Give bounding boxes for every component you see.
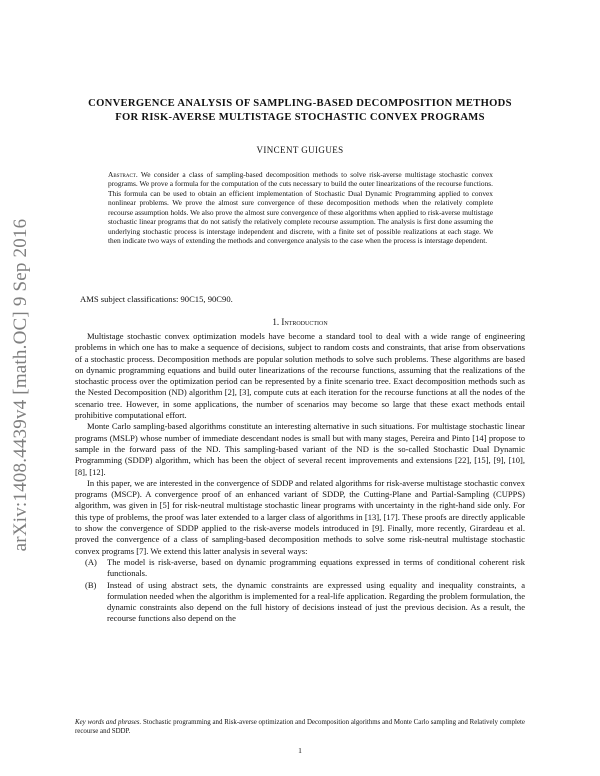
abstract-label: Abstract. xyxy=(108,170,138,179)
arxiv-identifier-text: arXiv:1408.4439v4 [math.OC] 9 Sep 2016 xyxy=(10,218,31,552)
abstract xyxy=(108,170,493,246)
arxiv-identifier xyxy=(6,150,36,620)
paragraph: Multistage stochastic convex optimization models have become a standard tool to deal with a wide range of engineering problems in which one has to make a sequence of decisions, subject to random costs and constraints, that arise from observations of a stochastic process. Decomposition methods are popular solution methods to solve such problems. These algorithms are based on dynamic programming equations and build outer linearizations of the recourse functions, assuming that the realizations of the stochastic process over the optimization period can be represented by a finite scenario tree. Exact decomposition methods such as the Nested Decomposition (ND) algorithm [2], [3], compute cuts at each iteration for the recourse functions at all the nodes of the scenario tree. However, in some applications, the number of scenarios may become so large that these exact methods entail prohibitive computational effort. xyxy=(75,331,525,421)
footnote-label: Key words and phrases. xyxy=(75,719,142,726)
list-item-label: (B) xyxy=(85,579,97,590)
title-line-1: CONVERGENCE ANALYSIS OF SAMPLING-BASED DECOMPOSITION METHODS xyxy=(88,98,512,109)
section-heading: 1. Introduction xyxy=(272,317,328,327)
list-item-text: The model is risk-averse, based on dynamic programming equations expressed in terms of conditional coherent risk functionals. xyxy=(107,556,525,579)
paper-title xyxy=(75,97,525,125)
footnote xyxy=(75,718,525,736)
ams-classifications: AMS subject classifications: 90C15, 90C90. xyxy=(80,294,233,304)
paragraph: Monte Carlo sampling-based algorithms constitute an interesting alternative in such situations. For multistage stochastic linear programs (MSLP) whose number of immediate descendant nodes is small but with many stages, Pereira and Pinto [14] propose to sample in the forward pass of the ND. This sampling-based variant of the ND is the so-called Stochastic Dual Dynamic Programming (SDDP) algorithm, which has been the object of several recent improvements and extensions [22], [15], [9], [10], [8], [12]. xyxy=(75,421,525,477)
body-text xyxy=(75,331,525,625)
title-line-2: FOR RISK-AVERSE MULTISTAGE STOCHASTIC CONVEX PROGRAMS xyxy=(115,112,485,123)
list-item-label: (A) xyxy=(85,556,97,567)
paragraph: In this paper, we are interested in the convergence of SDDP and related algorithms for risk-averse multistage stochastic convex programs (MSCP). A convergence proof of an enhanced variant of SDDP, the Cutting-Plane and Partial-Sampling (CUPPS) algorithm, was given in [5] for risk-neutral multistage stochastic linear programs with uncertainty in the right-hand side only. For this type of problems, the proof was later extended to a larger class of algorithms in [13], [17]. These proofs are directly applicable to show the convergence of SDDP applied to the risk-averse models introduced in [9]. Finally, more recently, Girardeau et al. proved the convergence of a class of sampling-based decomposition methods to solve some risk-neutral multistage stochastic convex programs [7]. We extend this latter analysis in several ways: xyxy=(75,477,525,556)
list-item xyxy=(75,580,525,625)
list-item-text: Instead of using abstract sets, the dynamic constraints are expressed using equality and inequality constraints, a formulation needed when the algorithm is implemented for a real-life application. Regarding the problem formulation, the dynamic constraints also depend on the full history of decisions instead of just the previous decision. As a result, the recourse functions also depend on the xyxy=(107,579,525,624)
author-name: VINCENT GUIGUES xyxy=(256,145,344,155)
list-item xyxy=(75,557,525,580)
page-number: 1 xyxy=(298,746,302,755)
footnote-text: Stochastic programming and Risk-averse optimization and Decomposition algorithms and Monte Carlo sampling and Relatively complete recourse and SDDP. xyxy=(75,719,525,735)
abstract-text: We consider a class of sampling-based decomposition methods to solve risk-averse multistage stochastic convex programs. We prove a formula for the computation of the cuts necessary to build the outer linearizations of the recourse functions. This formula can be used to obtain an efficient implementation of Stochastic Dual Dynamic Programming applied to convex nonlinear problems. We prove the almost sure convergence of these decomposition methods when the relatively complete recourse assumption holds. We also prove the almost sure convergence of these algorithms when applied to risk-averse multistage stochastic linear programs that do not satisfy the relatively complete recourse assumption. The analysis is first done assuming the underlying stochastic process is interstage independent and discrete, with a finite set of possible realizations at each stage. We then indicate two ways of extending the methods and convergence analysis to the case when the process is interstage dependent. xyxy=(108,170,493,246)
